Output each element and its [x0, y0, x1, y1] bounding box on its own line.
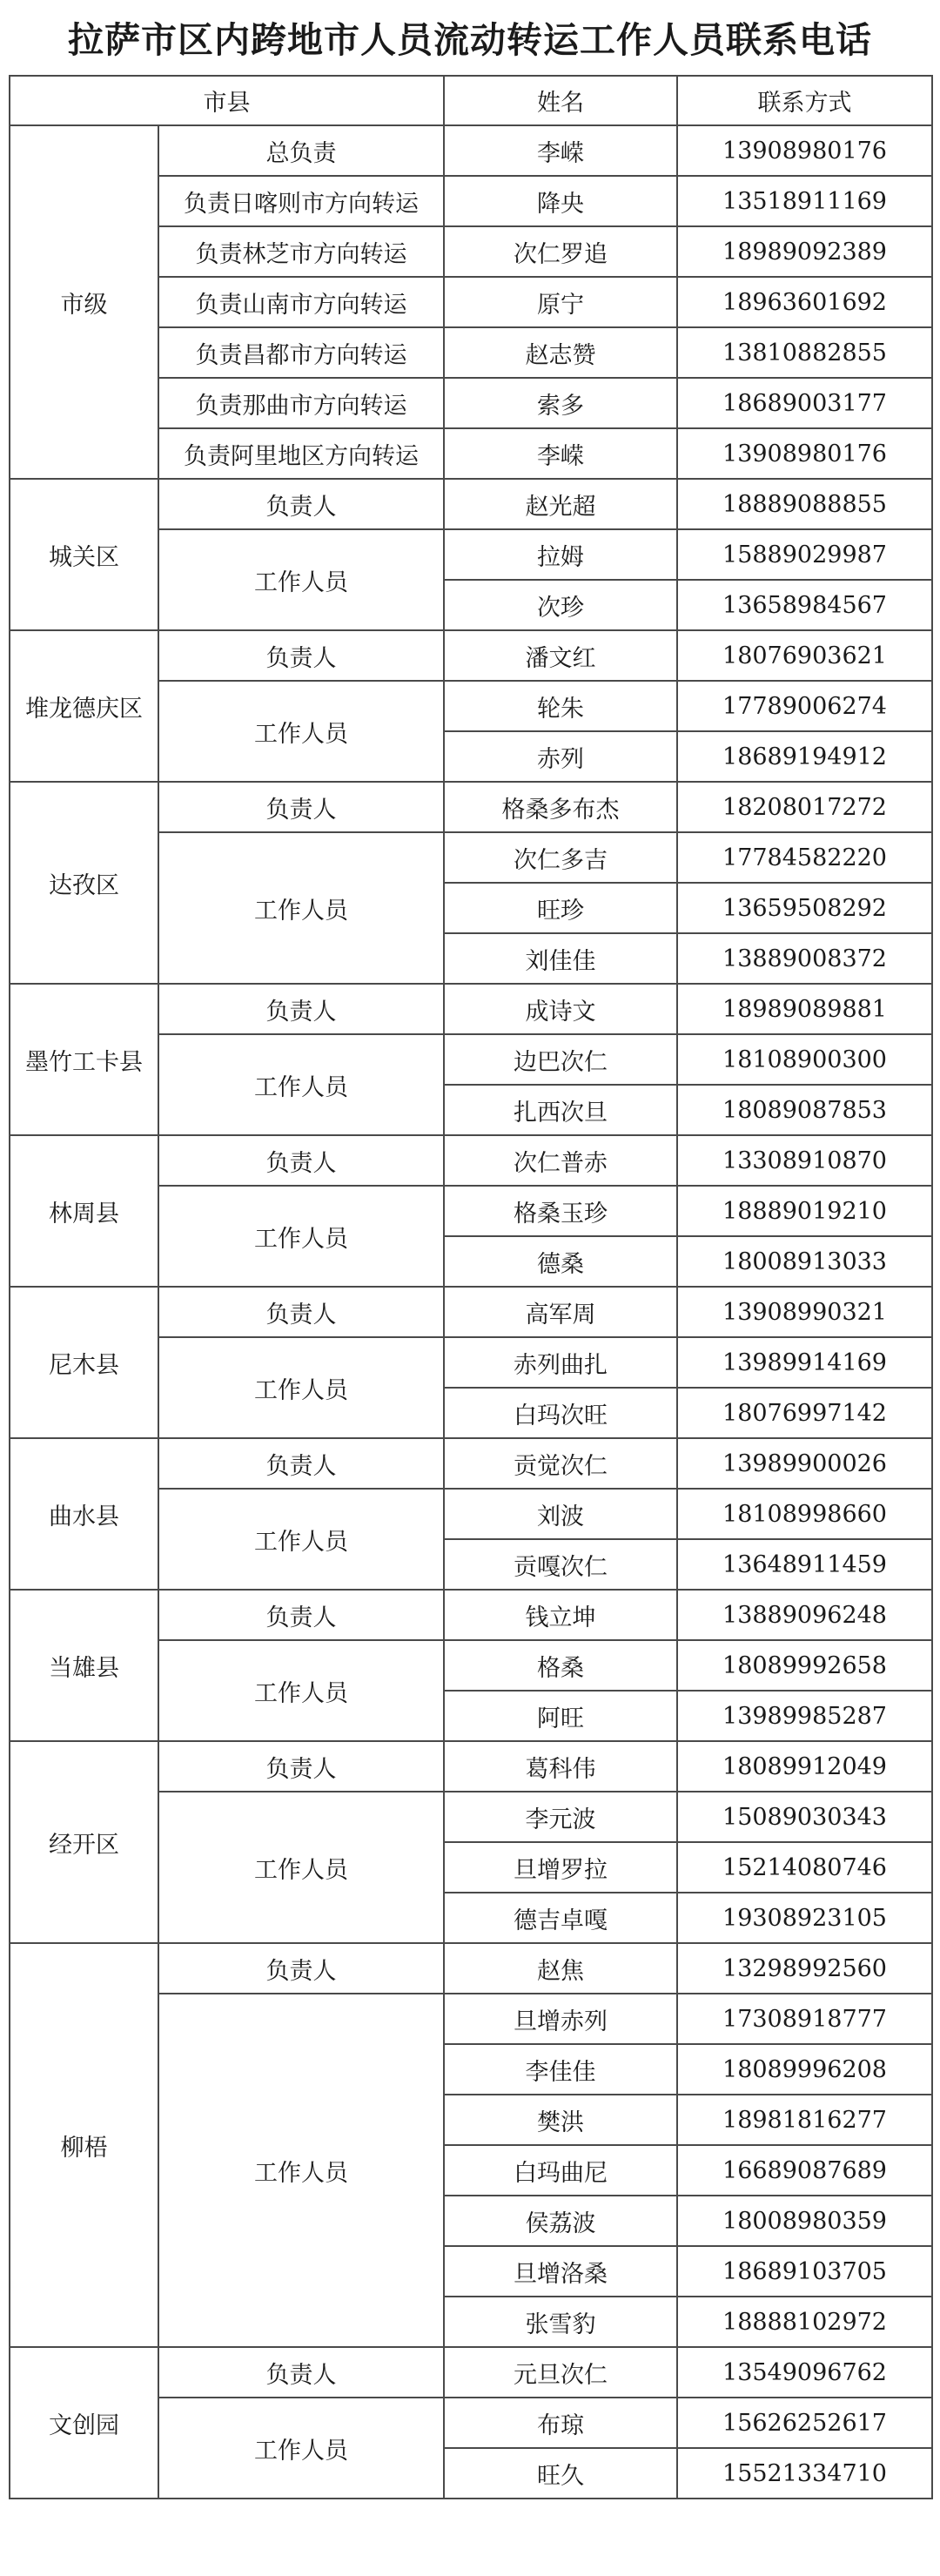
name-cell: 轮朱	[444, 681, 677, 731]
district-cell: 尼木县	[10, 1287, 158, 1438]
phone-cell: 13810882855	[677, 327, 932, 378]
role-cell: 工作人员	[158, 1792, 444, 1943]
name-cell: 白玛曲尼	[444, 2145, 677, 2196]
phone-cell: 13889008372	[677, 933, 932, 984]
table-row	[10, 2347, 932, 2398]
name-cell: 赵志赞	[444, 327, 677, 378]
table-row	[10, 630, 932, 681]
phone-cell: 18889019210	[677, 1186, 932, 1236]
name-cell: 钱立坤	[444, 1590, 677, 1640]
phone-cell: 19308923105	[677, 1893, 932, 1943]
name-cell: 降央	[444, 176, 677, 226]
name-cell: 旦增赤列	[444, 1994, 677, 2044]
name-cell: 刘佳佳	[444, 933, 677, 984]
name-cell: 刘波	[444, 1489, 677, 1539]
phone-cell: 13648911459	[677, 1539, 932, 1590]
role-cell: 负责人	[158, 1590, 444, 1640]
district-cell: 市级	[10, 125, 158, 479]
phone-cell: 18076997142	[677, 1388, 932, 1438]
name-cell: 德吉卓嘎	[444, 1893, 677, 1943]
table-row	[10, 782, 932, 832]
role-cell: 负责林芝市方向转运	[158, 226, 444, 277]
role-cell: 负责人	[158, 2347, 444, 2398]
name-cell: 赵焦	[444, 1943, 677, 1994]
role-cell: 负责人	[158, 1438, 444, 1489]
phone-cell: 18008980359	[677, 2196, 932, 2246]
role-cell: 工作人员	[158, 1994, 444, 2347]
phone-cell: 18981816277	[677, 2095, 932, 2145]
phone-cell: 18963601692	[677, 277, 932, 327]
phone-cell: 18989092389	[677, 226, 932, 277]
phone-cell: 17789006274	[677, 681, 932, 731]
name-cell: 旺久	[444, 2448, 677, 2499]
name-cell: 拉姆	[444, 529, 677, 580]
name-cell: 格桑玉珍	[444, 1186, 677, 1236]
name-cell: 赤列	[444, 731, 677, 782]
district-cell: 墨竹工卡县	[10, 984, 158, 1135]
phone-cell: 13908980176	[677, 428, 932, 479]
phone-cell: 13659508292	[677, 883, 932, 933]
name-cell: 边巴次仁	[444, 1034, 677, 1085]
name-cell: 扎西次旦	[444, 1085, 677, 1135]
name-cell: 旦增罗拉	[444, 1842, 677, 1893]
role-cell: 总负责	[158, 125, 444, 176]
role-cell: 工作人员	[158, 1337, 444, 1438]
table-row	[10, 1741, 932, 1792]
district-cell: 文创园	[10, 2347, 158, 2499]
role-cell: 负责人	[158, 630, 444, 681]
role-cell: 工作人员	[158, 529, 444, 630]
name-cell: 旺珍	[444, 883, 677, 933]
phone-cell: 18108998660	[677, 1489, 932, 1539]
role-cell: 负责人	[158, 1943, 444, 1994]
table-row	[10, 984, 932, 1034]
name-cell: 元旦次仁	[444, 2347, 677, 2398]
phone-cell: 13549096762	[677, 2347, 932, 2398]
role-cell: 工作人员	[158, 2398, 444, 2499]
role-cell: 工作人员	[158, 1489, 444, 1590]
name-cell: 次仁罗追	[444, 226, 677, 277]
role-cell: 工作人员	[158, 1186, 444, 1287]
contact-table	[9, 75, 933, 2499]
district-cell: 堆龙德庆区	[10, 630, 158, 782]
name-cell: 李嵘	[444, 125, 677, 176]
role-cell: 负责人	[158, 984, 444, 1034]
header-district: 市县	[10, 76, 444, 125]
name-cell: 李佳佳	[444, 2044, 677, 2095]
phone-cell: 15626252617	[677, 2398, 932, 2448]
role-cell: 负责人	[158, 479, 444, 529]
phone-cell: 18008913033	[677, 1236, 932, 1287]
phone-cell: 16689087689	[677, 2145, 932, 2196]
name-cell: 次仁多吉	[444, 832, 677, 883]
phone-cell: 13989900026	[677, 1438, 932, 1489]
phone-cell: 18089912049	[677, 1741, 932, 1792]
name-cell: 白玛次旺	[444, 1388, 677, 1438]
district-cell: 柳梧	[10, 1943, 158, 2347]
name-cell: 德桑	[444, 1236, 677, 1287]
role-cell: 工作人员	[158, 1034, 444, 1135]
role-cell: 负责昌都市方向转运	[158, 327, 444, 378]
name-cell: 张雪豹	[444, 2297, 677, 2347]
phone-cell: 18089996208	[677, 2044, 932, 2095]
phone-cell: 18689194912	[677, 731, 932, 782]
role-cell: 负责人	[158, 1741, 444, 1792]
table-row	[10, 1590, 932, 1640]
role-cell: 负责人	[158, 782, 444, 832]
table-row	[10, 479, 932, 529]
phone-cell: 18689103705	[677, 2246, 932, 2297]
phone-cell: 17784582220	[677, 832, 932, 883]
phone-cell: 15214080746	[677, 1842, 932, 1893]
name-cell: 樊洪	[444, 2095, 677, 2145]
header-name: 姓名	[444, 76, 677, 125]
phone-cell: 18089087853	[677, 1085, 932, 1135]
name-cell: 阿旺	[444, 1691, 677, 1741]
district-cell: 林周县	[10, 1135, 158, 1287]
name-cell: 李元波	[444, 1792, 677, 1842]
name-cell: 格桑	[444, 1640, 677, 1691]
header-contact: 联系方式	[677, 76, 932, 125]
name-cell: 索多	[444, 378, 677, 428]
phone-cell: 13518911169	[677, 176, 932, 226]
district-cell: 经开区	[10, 1741, 158, 1943]
phone-cell: 15089030343	[677, 1792, 932, 1842]
role-cell: 负责那曲市方向转运	[158, 378, 444, 428]
phone-cell: 13298992560	[677, 1943, 932, 1994]
name-cell: 葛科伟	[444, 1741, 677, 1792]
name-cell: 原宁	[444, 277, 677, 327]
district-cell: 达孜区	[10, 782, 158, 984]
name-cell: 布琼	[444, 2398, 677, 2448]
district-cell: 城关区	[10, 479, 158, 630]
phone-cell: 13308910870	[677, 1135, 932, 1186]
phone-cell: 18108900300	[677, 1034, 932, 1085]
table-header-row	[10, 76, 932, 125]
phone-cell: 18889088855	[677, 479, 932, 529]
phone-cell: 18689003177	[677, 378, 932, 428]
phone-cell: 18888102972	[677, 2297, 932, 2347]
table-row	[10, 1943, 932, 1994]
district-cell: 当雄县	[10, 1590, 158, 1741]
name-cell: 赵光超	[444, 479, 677, 529]
contact-table-body	[10, 76, 932, 2499]
role-cell: 负责阿里地区方向转运	[158, 428, 444, 479]
phone-cell: 15889029987	[677, 529, 932, 580]
name-cell: 侯荔波	[444, 2196, 677, 2246]
role-cell: 工作人员	[158, 832, 444, 984]
name-cell: 赤列曲扎	[444, 1337, 677, 1388]
name-cell: 贡觉次仁	[444, 1438, 677, 1489]
role-cell: 工作人员	[158, 1640, 444, 1741]
role-cell: 负责日喀则市方向转运	[158, 176, 444, 226]
table-row	[10, 1135, 932, 1186]
name-cell: 贡嘎次仁	[444, 1539, 677, 1590]
name-cell: 高军周	[444, 1287, 677, 1337]
phone-cell: 18208017272	[677, 782, 932, 832]
phone-cell: 13889096248	[677, 1590, 932, 1640]
name-cell: 李嵘	[444, 428, 677, 479]
role-cell: 工作人员	[158, 681, 444, 782]
table-row	[10, 125, 932, 176]
phone-cell: 13989914169	[677, 1337, 932, 1388]
phone-cell: 18989089881	[677, 984, 932, 1034]
name-cell: 旦增洛桑	[444, 2246, 677, 2297]
phone-cell: 15521334710	[677, 2448, 932, 2499]
name-cell: 次珍	[444, 580, 677, 630]
role-cell: 负责人	[158, 1287, 444, 1337]
table-row	[10, 1438, 932, 1489]
phone-cell: 13989985287	[677, 1691, 932, 1741]
phone-cell: 18076903621	[677, 630, 932, 681]
phone-cell: 13908980176	[677, 125, 932, 176]
phone-cell: 13908990321	[677, 1287, 932, 1337]
district-cell: 曲水县	[10, 1438, 158, 1590]
phone-cell: 18089992658	[677, 1640, 932, 1691]
role-cell: 负责山南市方向转运	[158, 277, 444, 327]
role-cell: 负责人	[158, 1135, 444, 1186]
phone-cell: 13658984567	[677, 580, 932, 630]
table-row	[10, 1287, 932, 1337]
name-cell: 格桑多布杰	[444, 782, 677, 832]
name-cell: 潘文红	[444, 630, 677, 681]
phone-cell: 17308918777	[677, 1994, 932, 2044]
page-title: 拉萨市区内跨地市人员流动转运工作人员联系电话	[68, 19, 872, 61]
name-cell: 次仁普赤	[444, 1135, 677, 1186]
name-cell: 成诗文	[444, 984, 677, 1034]
